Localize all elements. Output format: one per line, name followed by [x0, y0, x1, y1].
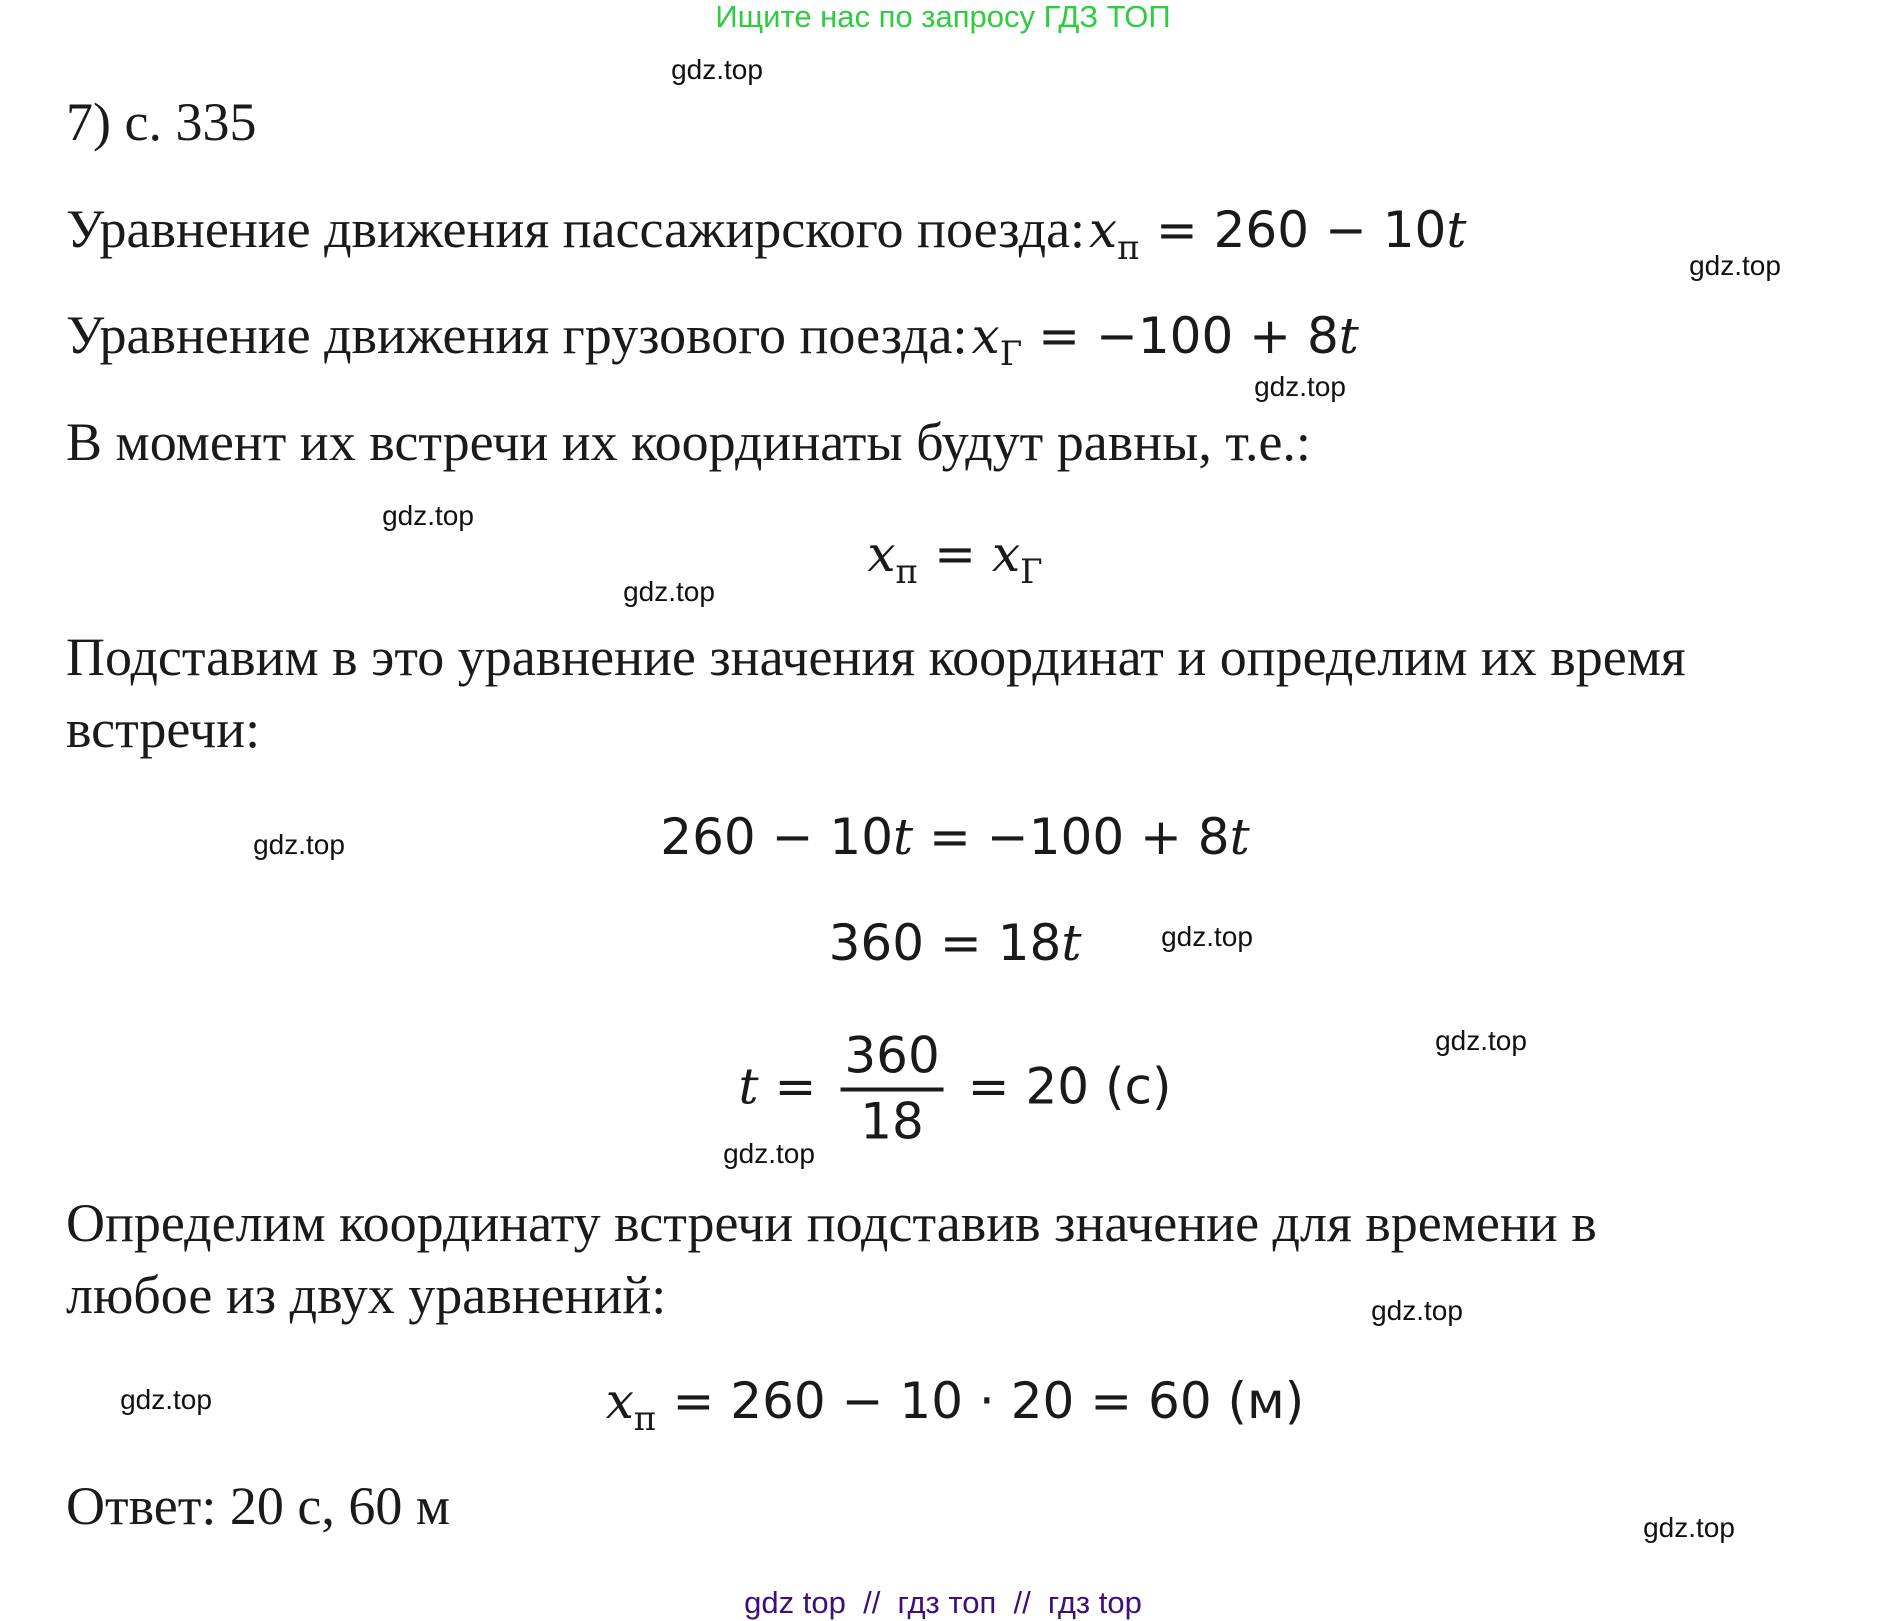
- freight-label: Уравнение движения грузового поезда:: [66, 305, 968, 365]
- watermark: gdz.top: [1161, 921, 1253, 952]
- watermark: gdz.top: [1254, 371, 1346, 402]
- watermark: gdz.top: [382, 500, 474, 531]
- watermark: gdz.top: [671, 54, 763, 85]
- equation-3: t = $\frac{360}{18}$ = 20 (с): [738, 1026, 1172, 1151]
- equation-1: 260 − 10t = −100 + 8t: [660, 808, 1250, 866]
- task-label: 7) с. 335: [66, 92, 257, 152]
- substitute-text-2: встречи:: [66, 699, 261, 759]
- watermark: gdz.top: [723, 1138, 815, 1169]
- freight-equation-line: [66, 304, 1359, 374]
- fraction: $\frac{360}{18}$: [840, 1029, 943, 1152]
- watermark: gdz.top: [1643, 1512, 1735, 1543]
- equal-coordinates-equation: $x_п = x_Г$: [867, 525, 1043, 592]
- substitute-text-1: Подставим в это уравнение значения координат и определим их время: [66, 627, 1686, 687]
- watermark: gdz.top: [1689, 250, 1781, 281]
- watermark: gdz.top: [623, 576, 715, 607]
- coordinate-text-1: Определим координату встречи подставив значение для времени в: [66, 1193, 1597, 1253]
- passenger-equation-line: [66, 198, 1467, 268]
- passenger-equation: $x_п = 260 - 10t$: [1089, 201, 1467, 268]
- watermark: gdz.top: [1371, 1295, 1463, 1326]
- watermark: gdz.top: [1435, 1025, 1527, 1056]
- answer: Ответ: 20 с, 60 м: [66, 1476, 450, 1536]
- meeting-text: В момент их встречи их координаты будут равны, т.е.:: [66, 412, 1311, 472]
- watermark: gdz.top: [120, 1384, 212, 1415]
- freight-equation: $x_Г = -100 + 8t$: [971, 307, 1359, 374]
- equation-2: 360 = 18t: [828, 914, 1082, 972]
- footer-links[interactable]: gdz top // гдз топ // гдз top: [744, 1585, 1142, 1620]
- equation-4: $x_п = 260 - 10 \cdot 20 = 60$ (м): [605, 1372, 1305, 1439]
- watermark: gdz.top: [253, 829, 345, 860]
- coordinate-text-2: любое из двух уравнений:: [66, 1265, 667, 1325]
- header-banner[interactable]: Ищите нас по запросу ГДЗ ТОП: [715, 0, 1171, 34]
- passenger-label: Уравнение движения пассажирского поезда:: [66, 199, 1086, 259]
